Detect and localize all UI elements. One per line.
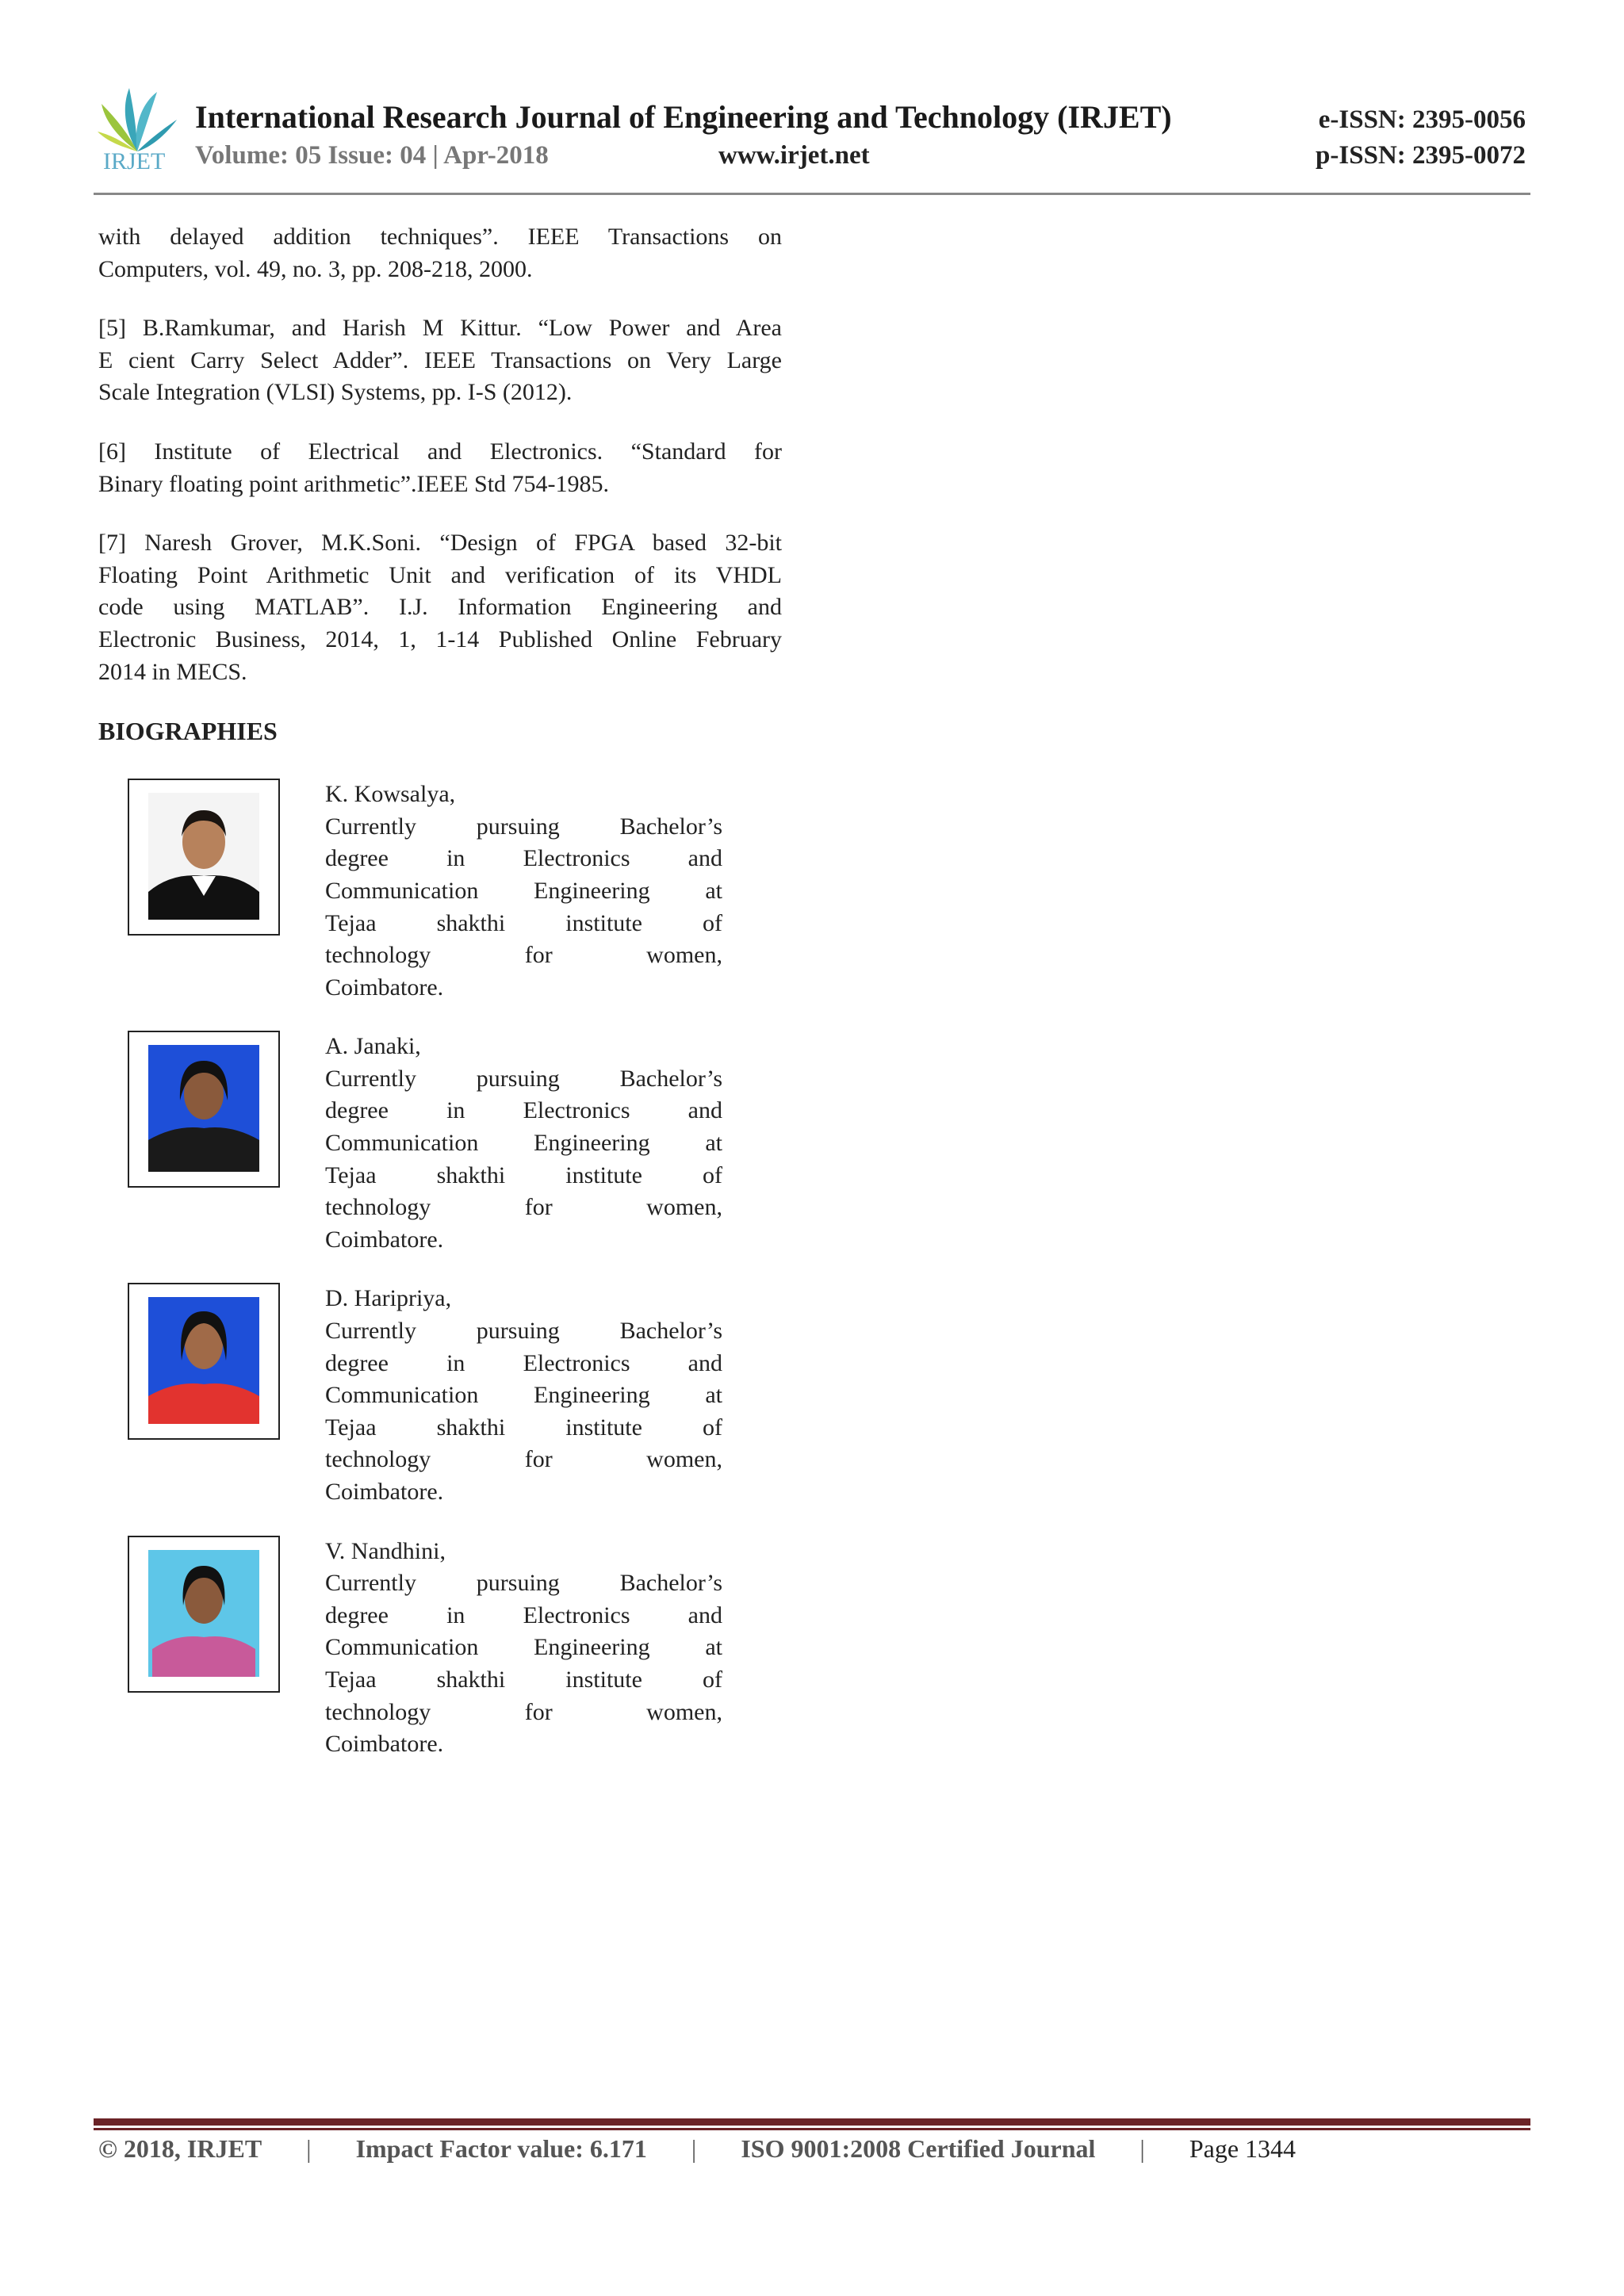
bio-line: Coimbatore. xyxy=(325,1479,444,1505)
page-footer xyxy=(98,2134,1296,2164)
header-divider xyxy=(94,193,1530,195)
p-issn: p-ISSN: 2395-0072 xyxy=(1316,141,1526,170)
reference-line: [7] Naresh Grover, M.K.Soni. “Design of FPGA based 32-bit xyxy=(98,530,782,557)
bio-line: degree in Electronics and xyxy=(325,845,722,872)
footer-separator: | xyxy=(306,2134,312,2163)
reference-line: Electronic Business, 2014, 1, 1-14 Published Online February xyxy=(98,626,782,652)
bio-line: Currently pursuing Bachelor’s xyxy=(325,1570,722,1597)
bio-line: Coimbatore. xyxy=(325,1226,444,1253)
bio-line: Coimbatore. xyxy=(325,974,444,1001)
reference-line: Computers, vol. 49, no. 3, pp. 208-218, 2000. xyxy=(98,255,533,282)
reference-line: [6] Institute of Electrical and Electronics. “Standard for xyxy=(98,438,782,465)
author-photo-haripriya xyxy=(128,1283,280,1440)
page-number: Page 1344 xyxy=(1189,2134,1297,2163)
bio-text xyxy=(325,1283,722,1508)
footer-iso: ISO 9001:2008 Certified Journal xyxy=(741,2134,1096,2163)
footer-separator: | xyxy=(691,2134,697,2163)
footer-divider xyxy=(94,2118,1530,2126)
biography-nandhini xyxy=(98,1536,782,1761)
main-column xyxy=(98,221,782,1788)
author-name: K. Kowsalya, xyxy=(325,781,456,808)
reference-line: code using MATLAB”. I.J. Information Engineering and xyxy=(98,594,782,621)
bio-text xyxy=(325,1536,722,1761)
reference-line: with delayed addition techniques”. IEEE Transactions on xyxy=(98,224,782,250)
reference-4-continued xyxy=(98,221,782,285)
bio-line: Tejaa shakthi institute of xyxy=(325,1161,722,1188)
reference-5 xyxy=(98,312,782,409)
bio-line: technology for women, xyxy=(325,1194,722,1221)
reference-line: [5] B.Ramkumar, and Harish M Kittur. “Low Power and Area xyxy=(98,315,782,342)
reference-7 xyxy=(98,527,782,688)
bio-line: Communication Engineering at xyxy=(325,877,722,904)
bio-line: degree in Electronics and xyxy=(325,1349,722,1376)
footer-divider-thin xyxy=(94,2128,1530,2130)
author-name: A. Janaki, xyxy=(325,1033,421,1060)
biography-kowsalya xyxy=(98,779,782,1004)
bio-line: Tejaa shakthi institute of xyxy=(325,1666,722,1693)
biography-janaki xyxy=(98,1031,782,1256)
reference-line: Scale Integration (VLSI) Systems, pp. I-S (2012). xyxy=(98,379,573,406)
reference-line: 2014 in MECS. xyxy=(98,658,247,685)
bio-text xyxy=(325,1031,722,1256)
reference-line: E cient Carry Select Adder”. IEEE Transactions on Very Large xyxy=(98,346,782,373)
bio-line: Communication Engineering at xyxy=(325,1634,722,1661)
bio-line: Currently pursuing Bachelor’s xyxy=(325,813,722,840)
author-photo-janaki xyxy=(128,1031,280,1188)
website-link[interactable]: www.irjet.net xyxy=(718,141,870,170)
e-issn: e-ISSN: 2395-0056 xyxy=(1318,105,1526,134)
footer-separator: | xyxy=(1139,2134,1145,2163)
author-photo-kowsalya xyxy=(128,779,280,936)
header-row-top xyxy=(195,98,1526,136)
author-photo-nandhini xyxy=(128,1536,280,1693)
reference-line: Binary floating point arithmetic”.IEEE Std 754-1985. xyxy=(98,470,610,497)
biographies-heading: BIOGRAPHIES xyxy=(98,717,278,746)
footer-impact-factor: Impact Factor value: 6.171 xyxy=(355,2134,647,2163)
bio-line: technology for women, xyxy=(325,942,722,969)
bio-line: Currently pursuing Bachelor’s xyxy=(325,1065,722,1092)
header-row-bottom xyxy=(195,141,1526,170)
bio-line: degree in Electronics and xyxy=(325,1601,722,1628)
reference-line: Floating Point Arithmetic Unit and verification of its VHDL xyxy=(98,561,782,588)
bio-line: Tejaa shakthi institute of xyxy=(325,909,722,936)
biography-haripriya xyxy=(98,1283,782,1508)
reference-6 xyxy=(98,436,782,500)
bio-line: Communication Engineering at xyxy=(325,1130,722,1157)
irjet-logo-icon xyxy=(94,84,181,155)
author-name: D. Haripriya, xyxy=(325,1285,452,1312)
bio-line: Currently pursuing Bachelor’s xyxy=(325,1318,722,1345)
bio-line: Communication Engineering at xyxy=(325,1382,722,1409)
bio-line: technology for women, xyxy=(325,1698,722,1725)
page-header xyxy=(94,84,1530,192)
bio-text xyxy=(325,779,722,1004)
bio-line: technology for women, xyxy=(325,1446,722,1473)
logo-text: IRJET xyxy=(103,148,166,174)
journal-title: International Research Journal of Engineering and Technology (IRJET) xyxy=(195,99,1172,135)
author-name: V. Nandhini, xyxy=(325,1537,446,1564)
bio-line: Tejaa shakthi institute of xyxy=(325,1414,722,1441)
volume-info: Volume: 05 Issue: 04 | Apr-2018 xyxy=(195,141,549,170)
bio-line: Coimbatore. xyxy=(325,1731,444,1758)
footer-copyright: © 2018, IRJET xyxy=(98,2134,262,2163)
bio-line: degree in Electronics and xyxy=(325,1097,722,1124)
